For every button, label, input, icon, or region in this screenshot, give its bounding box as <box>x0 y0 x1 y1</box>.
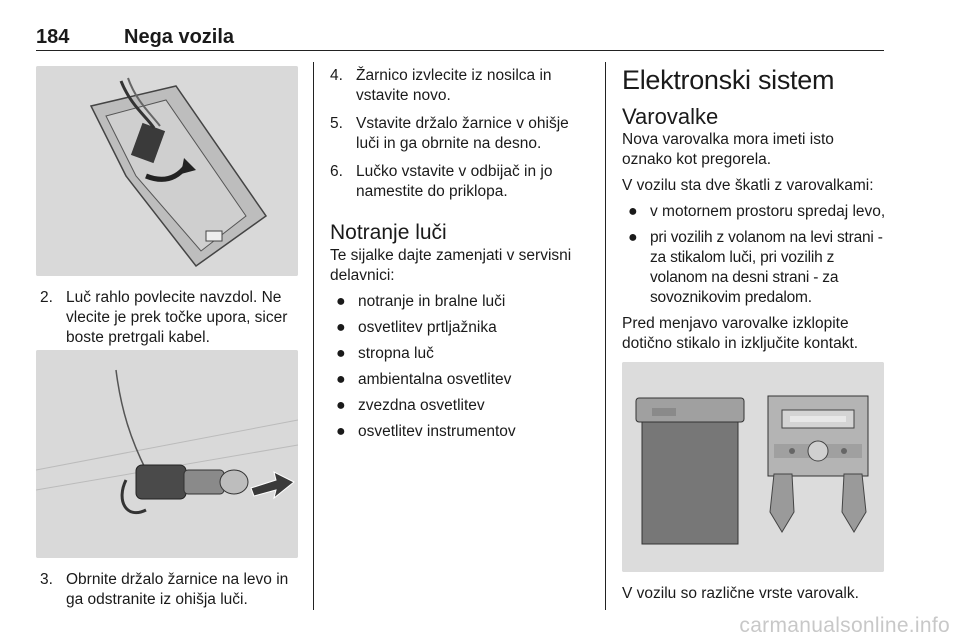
step-number: 5. <box>330 115 343 132</box>
subsection-title-fuses: Varovalke <box>622 104 719 129</box>
step-3 <box>40 570 302 610</box>
step-number: 4. <box>330 67 343 84</box>
figure-lamp-housing <box>36 66 298 276</box>
paragraph-fuse-rating: Nova varovalka mora imeti isto oznako kot pregorela. <box>622 131 834 168</box>
list-item: ● ambientalna osvetlitev <box>336 371 512 388</box>
paragraph-before-replacing: Pred menjavo varovalke izklopite dotično stikalo in izključite kontakt. <box>622 315 859 352</box>
column-2 <box>330 66 592 448</box>
fuse-types-caption: V vozilu so različne vrste varovalk. <box>622 585 859 602</box>
step-2 <box>40 288 302 348</box>
fuse-illustration <box>622 362 884 572</box>
bullet-icon: ● <box>628 203 638 220</box>
step-4 <box>330 66 592 106</box>
step-text: Luč rahlo povlecite navzdol. Ne vlecite je prek točke upora, sicer boste pretrgali kabel. <box>66 289 288 346</box>
step-number: 6. <box>330 163 343 180</box>
step-text: Žarnico izvlecite iz nosilca in vstavite novo. <box>356 67 552 104</box>
step-text: Lučko vstavite v odbijač in jo namestite do priklopa. <box>356 163 553 200</box>
page-number: 184 <box>36 26 70 48</box>
bullet-icon: ● <box>336 345 346 362</box>
watermark: carmanualsonline.info <box>739 614 950 637</box>
step-number: 2. <box>40 289 53 306</box>
list-item: ● osvetlitev instrumentov <box>336 423 516 440</box>
column-3-caption <box>622 584 888 610</box>
step-text: Vstavite držalo žarnice v ohišje luči in ga obrnite na desno. <box>356 115 569 152</box>
bullet-icon: ● <box>336 293 346 310</box>
page-header <box>36 26 884 52</box>
bullet-icon: ● <box>336 319 346 336</box>
paragraph-fuse-boxes: V vozilu sta dve škatli z varovalkami: <box>622 177 874 194</box>
column-3 <box>622 64 888 360</box>
column-1-step-3 <box>40 570 302 618</box>
column-1-step-2 <box>40 288 302 356</box>
header-rule <box>36 50 884 51</box>
bullet-icon: ● <box>336 397 346 414</box>
list-item: ● zvezdna osvetlitev <box>336 397 485 414</box>
figure-fuses <box>622 362 884 572</box>
bullet-icon: ● <box>336 423 346 440</box>
step-6 <box>330 162 592 202</box>
section-title-electronic-system: Elektronski sistem <box>622 65 835 95</box>
column-divider-2 <box>605 62 606 610</box>
section-title-interior-lights: Notranje luči <box>330 221 447 244</box>
column-divider-1 <box>313 62 314 610</box>
bullet-icon: ● <box>336 371 346 388</box>
bulb-holder-illustration <box>36 350 298 558</box>
list-item: ● osvetlitev prtljažnika <box>336 319 497 336</box>
step-number: 3. <box>40 571 53 588</box>
interior-lights-intro: Te sijalke dajte zamenjati v servisni delavnici: <box>330 247 572 284</box>
list-item: ● pri vozilih z volanom na levi strani - za stikalom luči, pri vozilih z volanom na desni strani - za sovoznikovim predalom. <box>628 229 883 306</box>
figure-bulb-holder <box>36 350 298 558</box>
list-item: ● notranje in bralne luči <box>336 293 506 310</box>
lamp-housing-illustration <box>36 66 298 276</box>
list-item: ● stropna luč <box>336 345 434 362</box>
step-text: Obrnite držalo žarnice na levo in ga odstranite iz ohišja luči. <box>66 571 289 608</box>
step-5 <box>330 114 592 154</box>
list-item: ● v motornem prostoru spredaj levo, <box>628 203 886 220</box>
chapter-title: Nega vozila <box>124 26 235 48</box>
bullet-icon: ● <box>628 229 638 246</box>
